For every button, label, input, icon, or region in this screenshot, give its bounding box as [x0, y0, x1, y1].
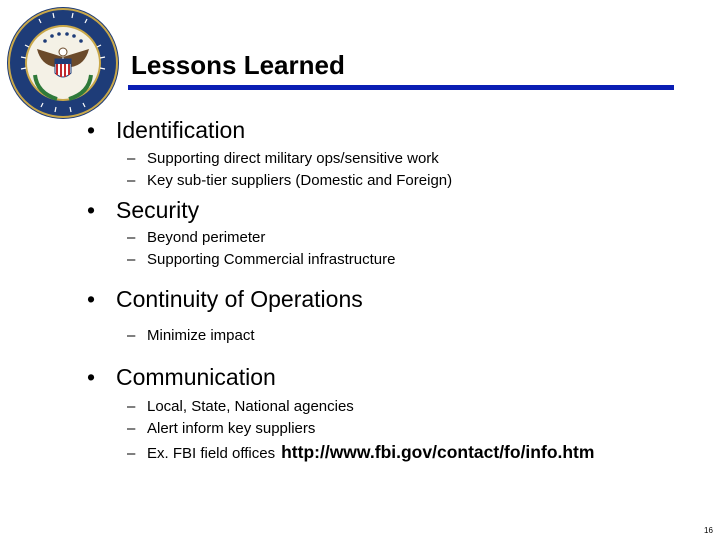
dash-marker: –: [127, 327, 136, 344]
dash-marker: –: [127, 150, 136, 167]
section-heading-communication: [87, 363, 276, 391]
bullet-marker: •: [87, 286, 96, 312]
heading-text: Communication: [116, 364, 276, 390]
sub-item-text: Key sub-tier suppliers (Domestic and Foreign): [147, 172, 453, 189]
slide-title: Lessons Learned: [131, 50, 345, 80]
sub-item: [127, 326, 255, 346]
heading-text: Identification: [116, 117, 246, 143]
sub-item-text: Minimize impact: [147, 327, 255, 344]
bullet-marker: •: [87, 117, 96, 143]
sub-item: [127, 149, 439, 169]
heading-text: Continuity of Operations: [116, 286, 363, 312]
section-heading-security: [87, 196, 199, 224]
bullet-marker: •: [87, 197, 96, 223]
dash-marker: –: [127, 420, 136, 437]
dash-marker: –: [127, 229, 136, 246]
sub-item: [127, 419, 315, 439]
dash-marker: –: [127, 251, 136, 268]
sub-item: [127, 250, 395, 270]
dash-marker: –: [127, 445, 136, 462]
sub-item-text: Alert inform key suppliers: [147, 420, 316, 437]
sub-item: [127, 442, 594, 464]
sub-item-text: Local, State, National agencies: [147, 398, 354, 415]
page-number: 16: [704, 526, 713, 535]
heading-text: Security: [116, 197, 200, 223]
sub-item-text: Beyond perimeter: [147, 229, 266, 246]
sub-item: [127, 397, 354, 417]
fbi-field-offices-link[interactable]: http://www.fbi.gov/contact/fo/info.htm: [281, 442, 595, 462]
title-underline: [128, 85, 674, 90]
dash-marker: –: [127, 398, 136, 415]
sub-item-text: Ex. FBI field offices: [147, 445, 276, 462]
bullet-marker: •: [87, 364, 96, 390]
dod-seal-logo: [5, 5, 121, 121]
sub-item: [127, 171, 452, 191]
section-heading-identification: [87, 116, 245, 144]
sub-item-text: Supporting direct military ops/sensitive work: [147, 150, 439, 167]
sub-item-text: Supporting Commercial infrastructure: [147, 251, 396, 268]
section-heading-continuity: [87, 285, 363, 313]
sub-item: [127, 228, 265, 248]
dash-marker: –: [127, 172, 136, 189]
